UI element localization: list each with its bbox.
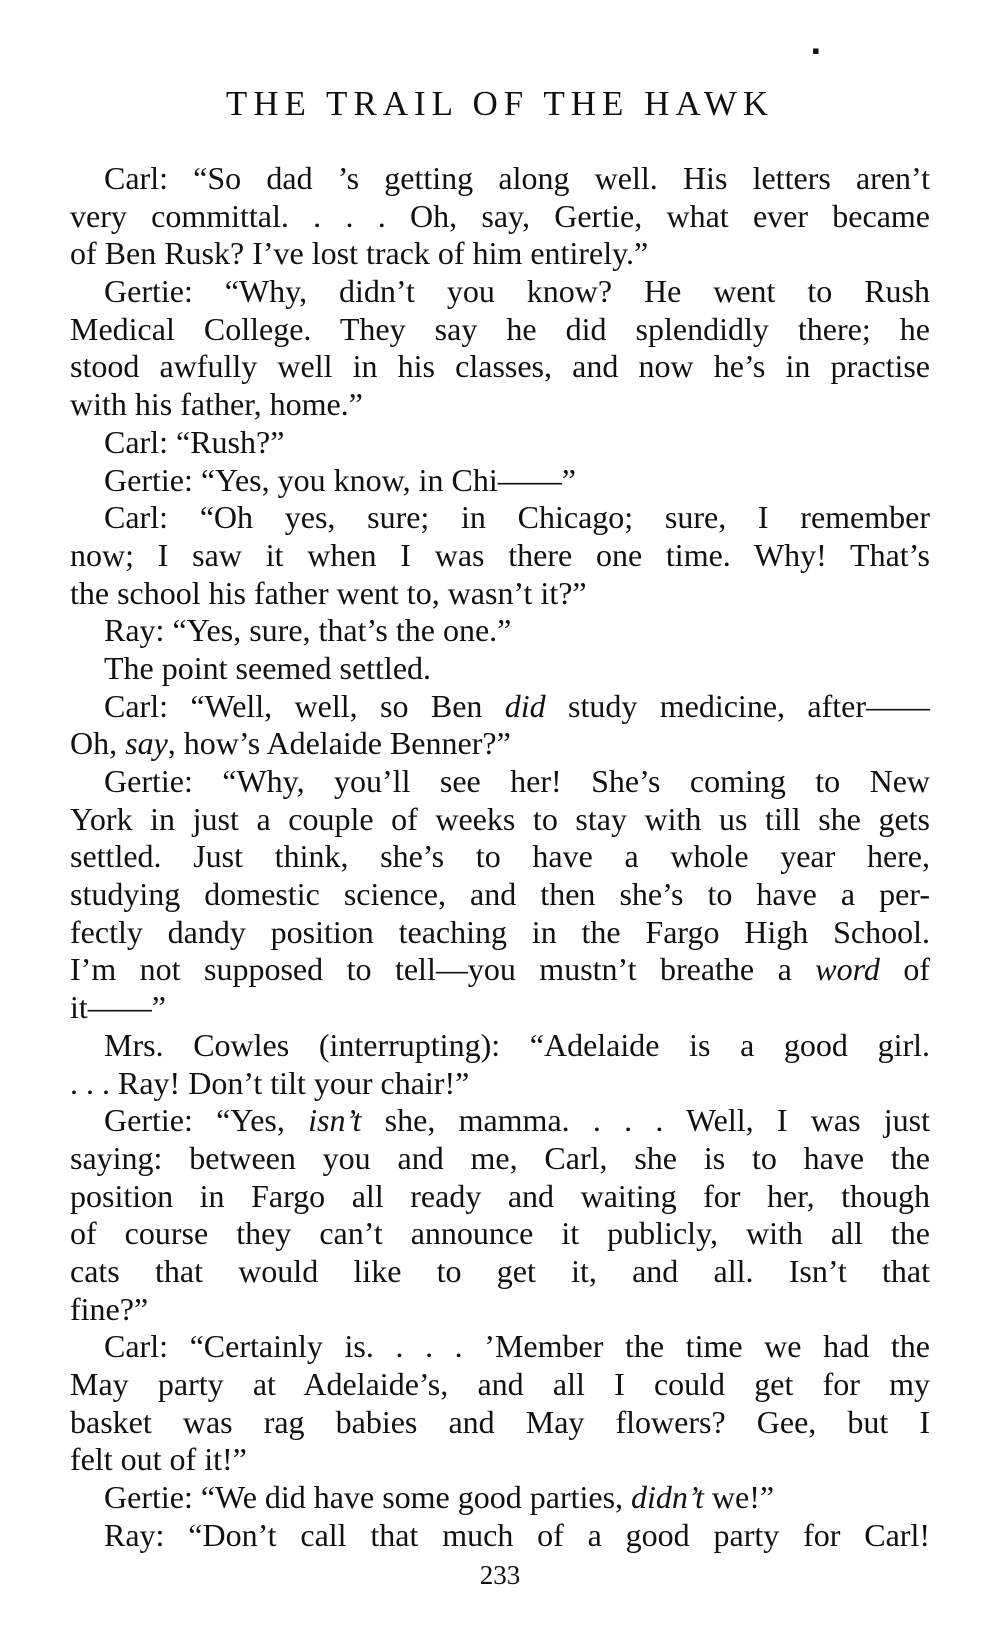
text-line: with his father, home.” — [70, 386, 363, 423]
emphasis: word — [815, 951, 880, 988]
text-line: stood awfully well in his classes, and now he’s in practise — [70, 348, 930, 385]
text-line: Ray: “Yes, sure, that’s the one.” — [104, 612, 512, 649]
text-line: Oh, say, how’s Adelaide Benner?” — [70, 725, 511, 762]
text-line: the school his father went to, wasn’t it?” — [70, 574, 587, 611]
text-line: May party at Adelaide’s, and all I could get for my — [70, 1366, 930, 1402]
text-line: now; I saw it when I was there one time. Why! That’s — [70, 536, 930, 573]
text-line: it——” — [70, 989, 166, 1026]
text-line: fine?” — [70, 1290, 149, 1327]
ink-speck: ▪ — [812, 38, 820, 63]
text-line: very committal. . . . Oh, say, Gertie, what ever became — [70, 197, 930, 234]
text-line: of Ben Rusk? I’ve lost track of him entirely.” — [70, 235, 649, 272]
text-line: Carl: “Well, well, so Ben did study medicine, after—— — [104, 687, 931, 724]
text-line: studying domestic science, and then she’s to have a per- — [70, 876, 930, 913]
text-line: I’m not supposed to tell—you mustn’t breathe a word of — [70, 951, 931, 988]
text-line: basket was rag babies and May flowers? Gee, but I — [70, 1403, 930, 1440]
text-line: Gertie: “Why, you’ll see her! She’s coming to New — [104, 763, 930, 799]
text-line: Carl: “Oh yes, sure; in Chicago; sure, I remember — [104, 499, 930, 536]
text-line: York in just a couple of weeks to stay with us till she gets — [70, 800, 930, 837]
text-line: felt out of it!” — [70, 1441, 247, 1478]
text-line: Mrs. Cowles (interrupting): “Adelaide is a good girl. — [104, 1026, 930, 1063]
emphasis: did — [504, 687, 546, 724]
text-line: position in Fargo all ready and waiting for her, though — [70, 1177, 930, 1214]
emphasis: say — [125, 725, 168, 762]
text-line: fectly dandy position teaching in the Fargo High School. — [70, 913, 930, 950]
text-line: Carl: “So dad ’s getting along well. His letters aren’t — [104, 160, 930, 196]
text-line: Carl: “Rush?” — [104, 423, 285, 460]
text-line: Gertie: “Yes, isn’t she, mamma. . . . Well, I was just — [104, 1102, 931, 1139]
text-line: saying: between you and me, Carl, she is to have the — [70, 1139, 930, 1176]
page-number: 233 — [479, 1560, 521, 1590]
text-line: of course they can’t announce it publicly, with all the — [70, 1215, 930, 1252]
emphasis: didn’t — [631, 1479, 704, 1516]
emphasis: isn’t — [308, 1102, 362, 1139]
text-line: settled. Just think, she’s to have a whole year here, — [70, 838, 930, 875]
running-header: THE TRAIL OF THE HAWK — [225, 84, 775, 123]
page-body — [70, 160, 930, 1554]
text-line: The point seemed settled. — [104, 649, 432, 686]
text-line: Medical College. They say he did splendidly there; he — [70, 310, 930, 347]
text-line: Gertie: “Yes, you know, in Chi——” — [104, 461, 576, 498]
text-line: Ray: “Don’t call that much of a good party for Carl! — [104, 1516, 930, 1553]
text-line: Gertie: “Why, didn’t you know? He went to Rush — [104, 273, 930, 310]
text-line: Gertie: “We did have some good parties, didn’t we!” — [104, 1479, 775, 1516]
text-line: Carl: “Certainly is. . . . ’Member the time we had the — [104, 1328, 930, 1365]
text-line: cats that would like to get it, and all. Isn’t that — [70, 1252, 930, 1289]
text-line: . . . Ray! Don’t tilt your chair!” — [70, 1064, 470, 1101]
